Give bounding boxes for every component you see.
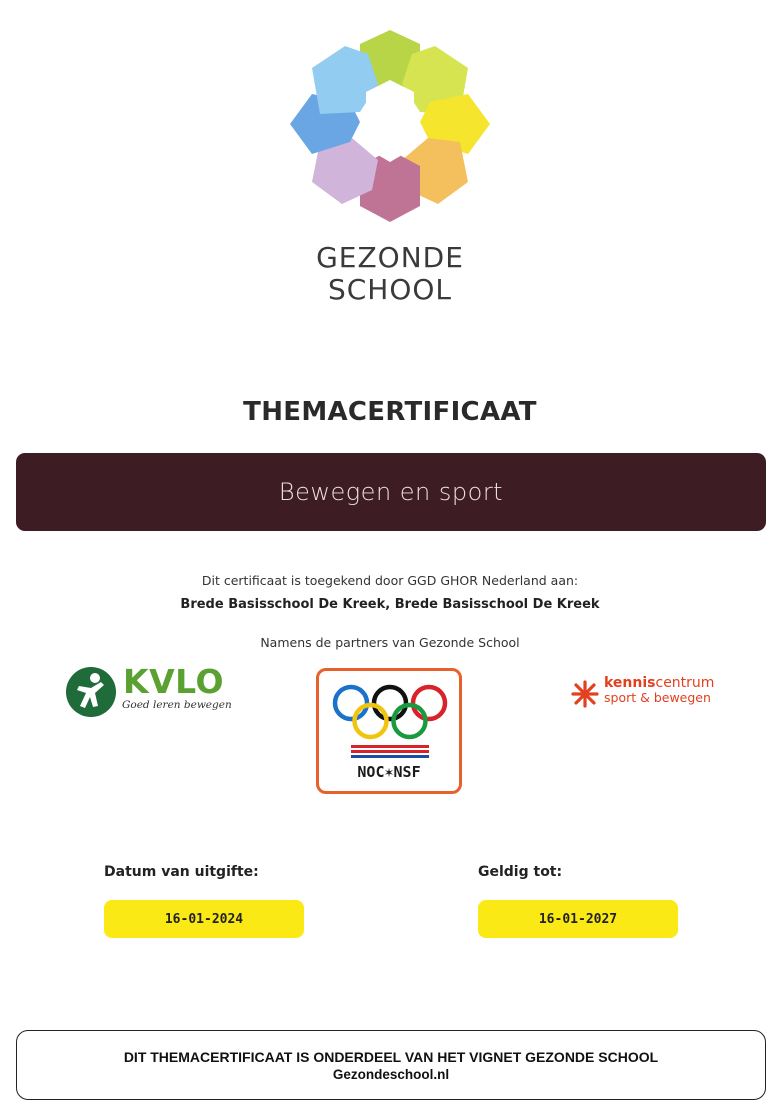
kenniscentrum-bold: kennis <box>604 675 656 691</box>
footer-statement: DIT THEMACERTIFICAAT IS ONDERDEEL VAN HET VIGNET GEZONDE SCHOOL <box>123 1048 659 1065</box>
certificate-title: THEMACERTIFICAAT <box>243 397 537 427</box>
valid-until-value: 16-01-2027 <box>478 900 678 938</box>
noc-nsf-logo <box>316 668 462 794</box>
logo-word-gezonde: GEZONDE <box>316 241 464 274</box>
kenniscentrum-subtitle: sport & bewegen <box>604 690 711 705</box>
kvlo-wordmark: KVLO <box>123 662 225 701</box>
footer-box <box>16 1030 766 1100</box>
school-name: Brede Basisschool De Kreek, Brede Basisschool De Kreek <box>180 597 600 612</box>
olympic-rings-icon <box>331 683 449 741</box>
footer-website: Gezondeschool.nl <box>332 1066 450 1082</box>
partners-label: Namens de partners van Gezonde School <box>260 635 520 650</box>
starburst-icon <box>571 680 599 708</box>
theme-banner <box>16 453 766 531</box>
awarded-by-text: Dit certificaat is toegekend door GGD GHOR Nederland aan: <box>201 573 579 588</box>
issue-date-value: 16-01-2024 <box>104 900 304 938</box>
theme-name: Bewegen en sport <box>278 478 504 506</box>
kenniscentrum-rest: centrum <box>655 675 715 691</box>
valid-until-label: Geldig tot: <box>478 864 563 880</box>
dutch-flag-stripes-icon <box>351 745 429 759</box>
issue-date-label: Datum van uitgifte: <box>104 864 259 880</box>
kenniscentrum-wordmark <box>604 675 714 691</box>
kvlo-figure-icon <box>65 666 117 718</box>
logo-word-school: SCHOOL <box>327 273 453 306</box>
gezonde-school-logo-icon <box>290 22 490 227</box>
kvlo-tagline: Goed leren bewegen <box>122 699 232 711</box>
noc-nsf-wordmark: NOC✶NSF <box>357 763 421 781</box>
